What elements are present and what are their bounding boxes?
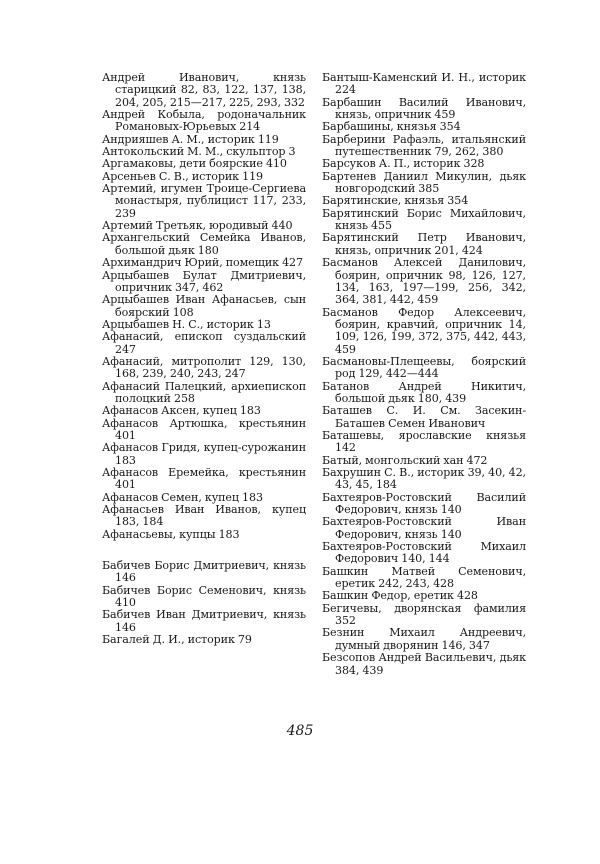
index-entry: Арцыбашев Иван Афанасьев, сын боярский 108 (102, 293, 306, 319)
index-entry: Афанасов Артюшка, крестьянин 401 (102, 416, 306, 442)
index-entry: Афанасьев Иван Иванов, купец 183, 184 (102, 503, 306, 529)
index-entry: Афанасов Аксен, купец 183 (102, 404, 261, 418)
index-entry: Архангельский Семейка Иванов, большой дьяк 180 (102, 231, 306, 257)
index-entry: Безсопов Андрей Васильевич, дьяк 384, 439 (322, 651, 526, 677)
index-entry: Артемий, игумен Троице-Сергиева монастыря, публицист 117, 233, 239 (102, 182, 306, 220)
index-entry: Афанасов Еремейка, крестьянин 401 (102, 466, 306, 492)
index-entry: Афанасий, епископ суздальский 247 (102, 330, 306, 356)
index-entry: Безнин Михаил Андреевич, думный дворянин 146, 347 (322, 626, 526, 652)
index-entry: Багалей Д. И., историк 79 (102, 633, 252, 647)
index-entry: Барятинский Борис Михайлович, князь 455 (322, 206, 526, 233)
index-entry: Барятинский Петр Иванович, князь, опричник 201, 424 (322, 231, 526, 257)
index-entry: Антокольский М. М., скульптор 3 (102, 145, 296, 159)
index-entry: Батый, монгольский хан 472 (322, 453, 488, 467)
right-index-column (322, 72, 526, 677)
index-entry: Бартенев Даниил Микулин, дьяк новгородский 385 (322, 169, 526, 196)
index-entry: Басманов Алексей Данилович, боярин, опричник 98, 126, 127, 134, 163, 197—199, 256, 342, 364, 381, 442, 459 (322, 256, 526, 307)
index-entry: Батанов Андрей Никитич, большой дьяк 180, 439 (322, 379, 526, 405)
index-entry: Бахтеяров-Ростовский Михаил Федорович 140, 144 (322, 540, 526, 566)
index-entry: Баташев С. И. См. Засекин-Баташев Семен Иванович (322, 404, 526, 430)
index-entry: Бахтеяров-Ростовский Василий Федорович, князь 140 (322, 490, 526, 517)
index-entry: Бегичевы, дворянская фамилия 352 (322, 601, 526, 628)
index-entry: Бабичев Иван Дмитриевич, князь 146 (102, 608, 306, 634)
index-entry: Барбашин Василий Иванович, князь, опричник 459 (322, 95, 526, 122)
index-entry: Барсуков А. П., историк 328 (322, 157, 485, 171)
index-entry: Афанасов Семен, купец 183 (102, 490, 263, 504)
index-entry: Барятинские, князья 354 (322, 194, 469, 208)
index-entry: Андрей Кобыла, родоначальник Романовых-Юрьевых 214 (102, 108, 306, 134)
index-entry: Барбашины, князья 354 (322, 120, 461, 134)
index-entry: Башкин Матвей Семенович, еретик 242, 243, 428 (322, 564, 526, 591)
index-entry: Бахтеяров-Ростовский Иван Федорович, князь 140 (322, 515, 526, 541)
index-entry: Аргамаковы, дети боярские 410 (102, 157, 287, 171)
index-entry: Бабичев Борис Дмитриевич, князь 146 (102, 559, 306, 585)
index-entry: Арсеньев С. В., историк 119 (102, 169, 263, 183)
index-entry: Андрияшев А. М., историк 119 (102, 132, 279, 146)
index-entry: Арцыбашев Н. С., историк 13 (102, 317, 271, 331)
index-entry: Афанасий Палецкий, архиепископ полоцкий 258 (102, 379, 306, 405)
index-entry: Бантыш-Каменский И. Н., историк 224 (322, 71, 526, 97)
letter-section-gap (102, 541, 306, 560)
index-entry: Бабичев Борис Семенович, князь 410 (102, 583, 306, 610)
index-entry: Басмановы-Плещеевы, боярский род 129, 442—444 (322, 354, 526, 381)
index-entry: Барберини Рафаэль, итальянский путешественник 79, 262, 380 (322, 132, 526, 159)
index-entry: Арцыбашев Булат Дмитриевич, опричник 347, 462 (102, 268, 306, 294)
index-entry: Артемий Третьяк, юродивый 440 (102, 219, 293, 233)
index-entry: Афанасьевы, купцы 183 (102, 527, 240, 541)
index-entry: Басманов Федор Алексеевич, боярин, кравчий, опричник 14, 109, 126, 199, 372, 375, 442, 443, 459 (322, 305, 526, 356)
index-entry: Архимандрич Юрий, помещик 427 (102, 256, 303, 270)
index-entry: Башкин Федор, еретик 428 (322, 589, 478, 603)
index-entry: Афанасий, митрополит 129, 130, 168, 239, 240, 243, 247 (102, 354, 306, 381)
index-entry: Афанасов Гридя, купец-сурожанин 183 (102, 441, 306, 467)
index-entry: Бахрушин С. В., историк 39, 40, 42, 43, 45, 184 (322, 466, 526, 492)
index-entry: Андрей Иванович, князь старицкий 82, 83, 122, 137, 138, 204, 205, 215—217, 225, 293, 332 (102, 71, 306, 109)
page-number: 485 (286, 723, 314, 739)
left-index-column (102, 72, 306, 646)
index-entry: Баташевы, ярославские князья 142 (322, 428, 526, 455)
